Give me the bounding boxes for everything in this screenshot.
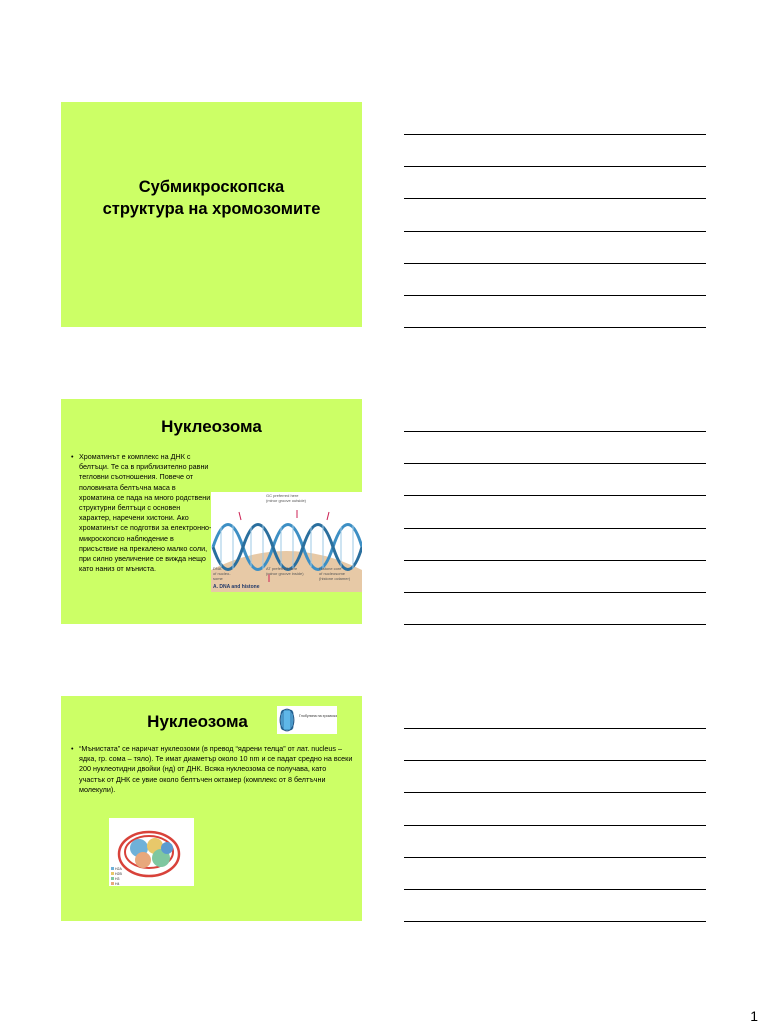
notes-lines-2 (404, 431, 706, 626)
label-dna-sub1: of nucleo- (213, 571, 231, 576)
slide-1 (61, 102, 362, 327)
nucleosome-icon-figure (277, 706, 337, 734)
notes-lines-3 (404, 728, 706, 923)
label-gc: GC preferred here (266, 493, 299, 498)
legend-item-2: H2B (115, 872, 122, 876)
label-at-sub: (minor groove inside) (266, 571, 304, 576)
nucleosome-cylinder-icon (277, 706, 337, 734)
nucleosome-structure-figure (109, 818, 194, 886)
notes-lines-1 (404, 134, 706, 329)
page-number: 1 (750, 1008, 758, 1024)
slide-2 (61, 399, 362, 624)
nucleosome-3d-structure (109, 818, 194, 886)
label-histone-sub2: (histone octamer) (319, 576, 351, 581)
legend-item-3: H3 (115, 877, 120, 881)
legend (111, 867, 122, 886)
slide-2-title: Нуклеозома (161, 417, 262, 436)
slide-3-title: Нуклеозома (147, 712, 248, 731)
label-dna: DNA (213, 566, 222, 571)
icon-label: Глобулина на хромозома (299, 714, 337, 718)
label-gc-sub: (minor groove outside) (266, 498, 307, 503)
figure-caption: A. DNA and histone (213, 584, 260, 590)
label-dna-sub2: some (213, 576, 223, 581)
dna-histone-figure (211, 492, 362, 592)
slide-3-bullet: • “Мънистата” се наричат нуклеозоми (в превод “ядрени телца” от лат. nucleus – ядка, гр. сома – тяло). Те имат диаметър около 10 nm и се падат средно на всеки 200 нуклеотидни двойки (нд) от ДНК. Всяка нуклеозома се получава, като участък от ДНК се увие около белтъчен октамер (комплекс от 8 белтъчни молекули). (71, 744, 353, 794)
legend-item-4: H4 (115, 882, 120, 886)
label-histone: Histone core (319, 566, 342, 571)
label-at: AT preferred here (266, 566, 298, 571)
slide-2-bullet: • Хроматинът е комплекс на ДНК с белтъци. Те са в приблизително равни тегловни съотношения. Повече от половината белтъчна маса в хроматина се пада на много родствени структурни белтъци с основен характер, наречени хистони. Ако хроматинът се подготви за електронно-микроскопско наблюдение в присъствие на прекалено малко соли, при силно увеличение се вижда нещо като наниз от мъниста. (71, 452, 212, 574)
slide-3 (61, 696, 362, 921)
legend-item-1: H2A (115, 867, 122, 871)
dna-helix-diagram (211, 492, 362, 592)
label-histone-sub1: of nucleosome (319, 571, 346, 576)
slide-1-title: Субмикроскопска структура на хромозомите (102, 178, 321, 218)
